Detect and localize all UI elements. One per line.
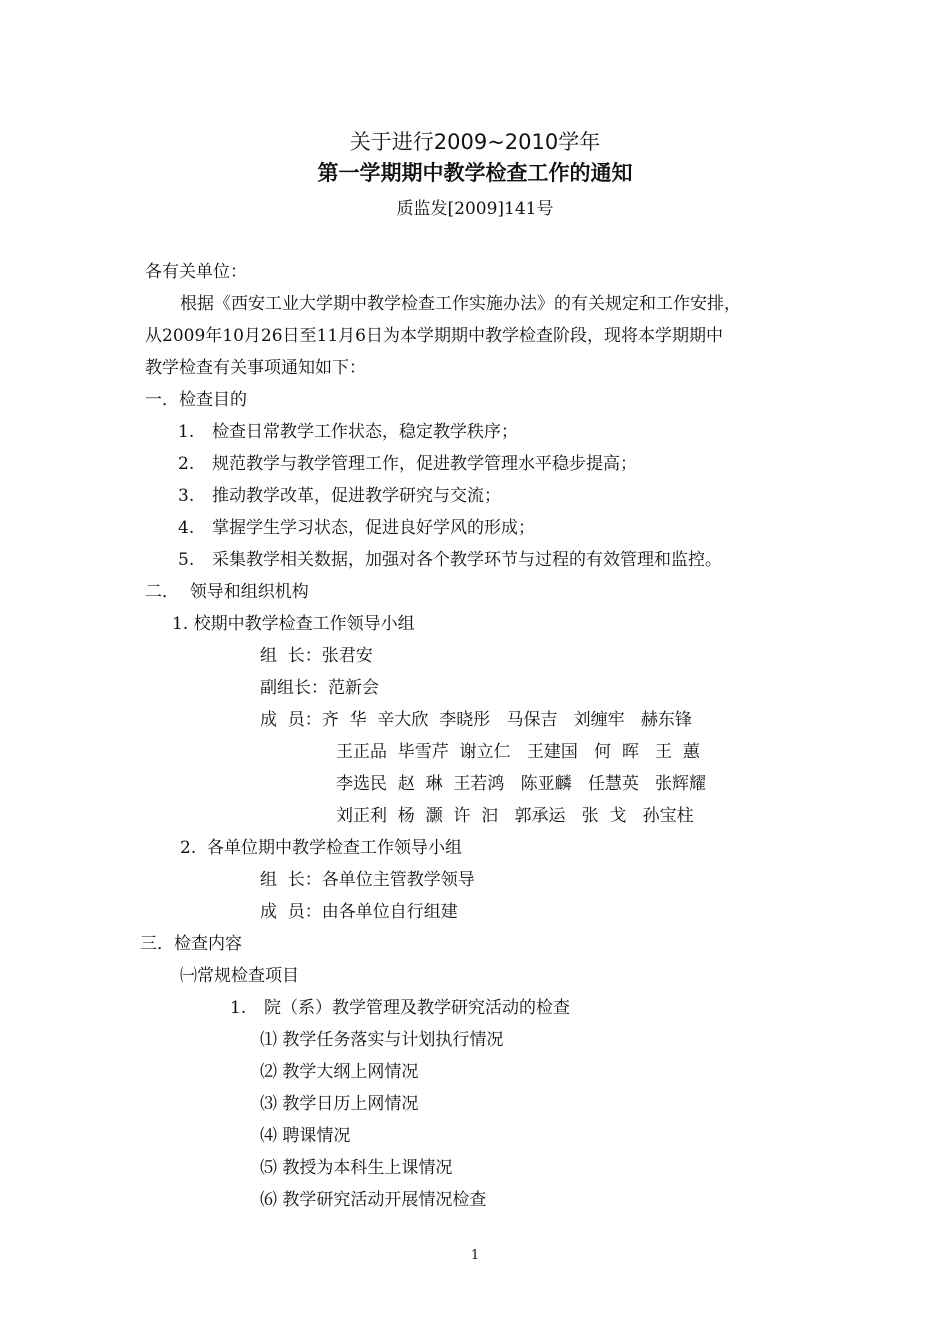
list-item-text: 院（系）教学管理及教学研究活动的检查 xyxy=(264,998,570,1018)
list-item-number: 4. xyxy=(178,518,195,538)
title-line-1: 关于进行2009~2010学年 xyxy=(349,130,601,154)
list-item xyxy=(178,548,722,572)
group-1-leader: 组 长：张君安 xyxy=(260,646,373,666)
list-item-number: 3. xyxy=(178,486,195,506)
salutation: 各有关单位： xyxy=(145,262,247,282)
sub-list-item: ⑴ 教学任务落实与计划执行情况 xyxy=(260,1030,504,1050)
list-item xyxy=(178,484,501,508)
intro-line-2: 从2009年10月26日至11月6日为本学期期中教学检查阶段，现将本学期期中 xyxy=(145,326,723,346)
sub-list-item: ⑹ 教学研究活动开展情况检查 xyxy=(260,1190,487,1210)
section-3-item-1 xyxy=(230,996,570,1020)
group-1-members-line-2: 王正品 毕雪芹 谢立仁 王建国 何 晖 王 蕙 xyxy=(336,742,700,762)
group-1-deputy: 副组长：范新会 xyxy=(260,678,379,698)
group-2-heading: 2. 各单位期中教学检查工作领导小组 xyxy=(180,838,463,858)
list-item xyxy=(178,452,637,476)
group-1-members-line-1: 成 员：齐 华 辛大欣 李晓彤 马保吉 刘缠牢 赫东锋 xyxy=(260,710,692,730)
list-item-text: 掌握学生学习状态，促进良好学风的形成； xyxy=(212,518,535,538)
list-item-text: 检查日常教学工作状态，稳定教学秩序； xyxy=(212,422,518,442)
list-item-text: 规范教学与教学管理工作，促进教学管理水平稳步提高； xyxy=(212,454,637,474)
sub-list-item: ⑷ 聘课情况 xyxy=(260,1126,351,1146)
list-item-text: 采集教学相关数据，加强对各个教学环节与过程的有效管理和监控。 xyxy=(212,550,722,570)
sub-list-item: ⑶ 教学日历上网情况 xyxy=(260,1094,419,1114)
group-2-leader: 组 长：各单位主管教学领导 xyxy=(260,870,475,890)
group-1-members-line-3: 李选民 赵 琳 王若鸿 陈亚麟 任慧英 张辉耀 xyxy=(336,774,707,794)
group-1-heading: 1. 校期中教学检查工作领导小组 xyxy=(172,614,415,634)
title-line-2: 第一学期期中教学检查工作的通知 xyxy=(317,161,633,185)
section-3-sub-heading: ㈠常规检查项目 xyxy=(180,966,299,986)
document-number: 质监发[2009]141号 xyxy=(396,199,554,219)
list-item-number: 2. xyxy=(178,454,195,474)
list-item xyxy=(178,516,535,540)
section-2-heading: 二． 领导和组织机构 xyxy=(145,582,309,602)
page-number: 1 xyxy=(470,1248,480,1263)
list-item-number: 1. xyxy=(178,422,195,442)
list-item-number: 5. xyxy=(178,550,195,570)
intro-line-1: 根据《西安工业大学期中教学检查工作实施办法》的有关规定和工作安排， xyxy=(180,294,741,314)
sub-list-item: ⑸ 教授为本科生上课情况 xyxy=(260,1158,453,1178)
section-1-heading: 一．检查目的 xyxy=(145,390,247,410)
list-item xyxy=(178,420,518,444)
sub-list-item: ⑵ 教学大纲上网情况 xyxy=(260,1062,419,1082)
group-2-members: 成 员：由各单位自行组建 xyxy=(260,902,458,922)
list-item-number: 1. xyxy=(230,998,247,1018)
group-1-members-line-4: 刘正利 杨 灏 许 汩 郭承运 张 戈 孙宝柱 xyxy=(336,806,694,826)
list-item-text: 推动教学改革，促进教学研究与交流； xyxy=(212,486,501,506)
section-3-heading: 三．检查内容 xyxy=(140,934,242,954)
intro-line-3: 教学检查有关事项通知如下： xyxy=(145,358,366,378)
